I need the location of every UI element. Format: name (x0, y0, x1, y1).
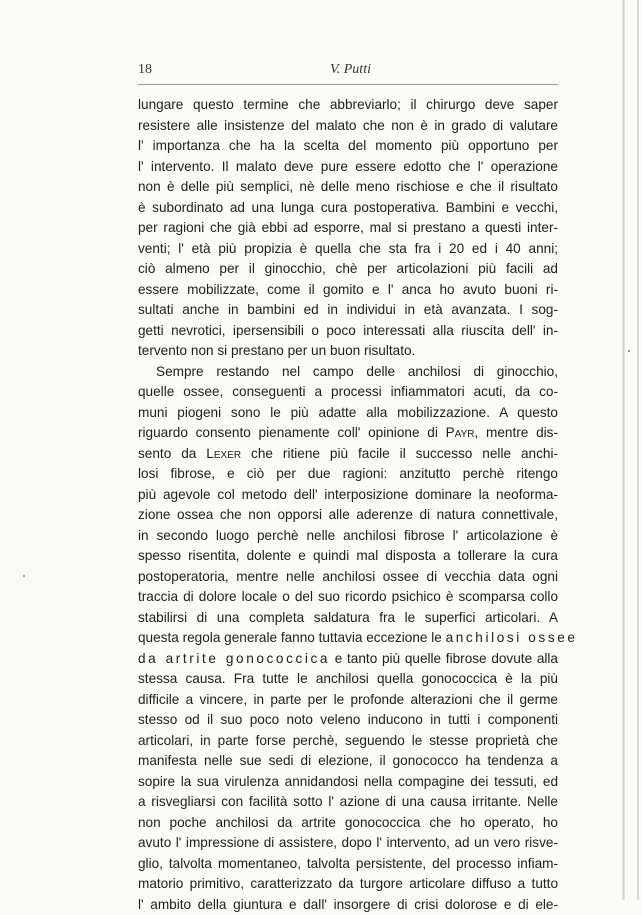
text-line: stesso od il suo poco noto veleno inducono in tutti i componenti (138, 710, 558, 731)
text-line: essere mobilizzate, come il gomito e l' anca ho avuto buoni ri- (138, 280, 558, 301)
scan-speck (23, 575, 25, 577)
text-line (138, 423, 558, 444)
line-segment: questa regola generale fanno tuttavia eccezione le (138, 630, 446, 645)
author-name-lexer: Lexer (206, 446, 241, 461)
text-line: quelle ossee, conseguenti a processi infiammatori acuti, da co- (138, 382, 558, 403)
text-line: per ragioni che già ebbi ad esporre, mal si prestano a questi inter- (138, 218, 558, 239)
text-line: matorio primitivo, caratterizzato da turgore articolare diffuso a tutto (138, 874, 558, 895)
text-line: glio, talvolta momentaneo, talvolta persistente, del processo infiam- (138, 854, 558, 875)
text-line: l' ambito della giuntura e dall' insorgere di crisi dolorose e di ele- (138, 895, 558, 915)
text-line (138, 649, 558, 670)
text-line: postoperatoria, mentre nelle anchilosi ossee di vecchia data ogni (138, 567, 558, 588)
text-line: non poche anchilosi da artrite gonococcica che ho operato, ho (138, 813, 558, 834)
author-name-payr: Payr (446, 425, 475, 440)
page-edge-line (637, 0, 639, 900)
text-line: l' intervento. Il malato deve pure essere edotto che l' operazione (138, 157, 558, 178)
text-line: zione ossea che non opporsi alle aderenze di natura connettivale, (138, 505, 558, 526)
text-line: a risvegliarsi con facilità sotto l' azione di una causa irritante. Nelle (138, 792, 558, 813)
text-line: difficile a vincere, in parte per le profonde alterazioni che il germe (138, 690, 558, 711)
text-line: in secondo luogo perchè nelle anchilosi fibrose l' articolazione è (138, 526, 558, 547)
emphasized-term: da artrite gonococcica (138, 651, 330, 666)
body-text (138, 95, 558, 915)
text-line: traccia di dolore locale o del suo ricordo psichico è scomparsa collo (138, 587, 558, 608)
text-line: resistere alle insistenze del malato che non è in grado di valutare (138, 116, 558, 137)
line-segment: sento da (138, 446, 206, 461)
text-line (138, 628, 558, 649)
text-line: sopire la sua virulenza annidandosi nella compagine dei tessuti, ed (138, 772, 558, 793)
line-segment: , mentre dis- (475, 425, 559, 440)
text-line: Sempre restando nel campo delle anchilosi di ginocchio, (138, 362, 558, 383)
text-line: spesso risentita, dolente e quindi mal disposta a tollerare la cura (138, 546, 558, 567)
text-line: non è delle più semplici, nè delle meno rischiose e che il risultato (138, 177, 558, 198)
text-line: avuto l' impressione di assistere, dopo l' intervento, ad un vero risve- (138, 833, 558, 854)
text-line: muni piogeni sono le più adatte alla mobilizzazione. A questo (138, 403, 558, 424)
text-line: più agevole col metodo dell' interposizione dominare la neoforma- (138, 485, 558, 506)
text-line: ciò almeno per il ginocchio, chè per articolazioni più facili ad (138, 259, 558, 280)
text-line: venti; l' età più propizia è quella che sta fra i 20 ed i 40 anni; (138, 239, 558, 260)
text-line: manifesta nelle sue sedi di elezione, il gonococco ha tendenza a (138, 751, 558, 772)
text-line: losi fibrose, e ciò per due ragioni: anzitutto perchè ritengo (138, 464, 558, 485)
text-line: stessa causa. Fra tutte le anchilosi quella gonococcica è la più (138, 669, 558, 690)
text-line: lungare questo termine che abbreviarlo; il chirurgo deve saper (138, 95, 558, 116)
line-segment: e tanto più quelle fibrose dovute alla (330, 651, 558, 666)
text-line: stabilirsi di una completa saldatura fra le superfici articolari. A (138, 608, 558, 629)
text-line: getti nevrotici, ipersensibili o poco interessati alla riuscita dell' in- (138, 321, 558, 342)
emphasized-term: anchilosi ossee (446, 630, 578, 645)
text-line (138, 444, 558, 465)
page-edge-shadow (622, 0, 625, 900)
page-number: 18 (138, 62, 152, 78)
text-line: è subordinato ad una lunga cura postoperativa. Bambini e vecchi, (138, 198, 558, 219)
text-line: sultati anche in bambini ed in individui in età avanzata. I sog- (138, 300, 558, 321)
scan-speck (628, 350, 630, 352)
text-line: l' importanza che ha la scelta del momento più opportuno per (138, 136, 558, 157)
text-line: articolari, in parte forse perchè, seguendo le stesse proprietà che (138, 731, 558, 752)
text-line: tervento non si prestano per un buon risultato. (138, 341, 558, 362)
line-segment: riguardo consento pienamente coll' opinione di (138, 425, 446, 440)
line-segment: che ritiene più facile il successo nelle anchi- (241, 446, 558, 461)
running-title: V. Putti (330, 62, 371, 78)
header-rule (138, 84, 558, 85)
